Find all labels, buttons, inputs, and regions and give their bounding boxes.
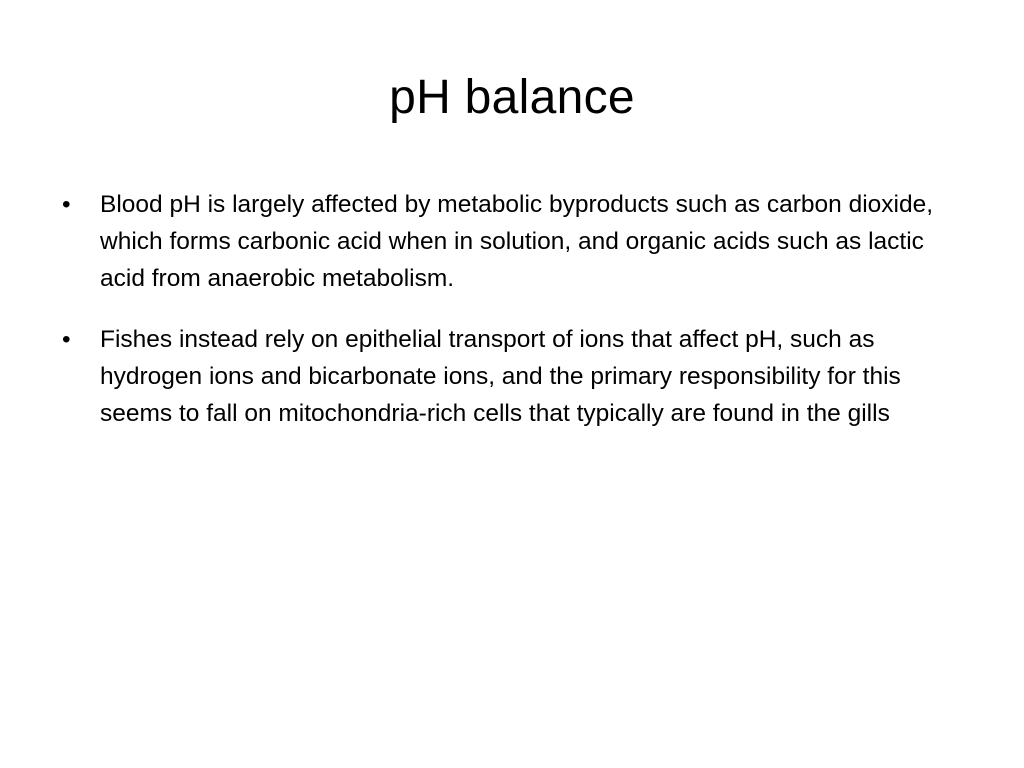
bullet-text: Fishes instead rely on epithelial transport of ions that affect pH, such as hydrogen ions and bicarbonate ions, and the primary responsibility for this seems to fall on mitochondria-rich cells that typically are found in the gills [100,326,901,427]
bullet-text: Blood pH is largely affected by metabolic byproducts such as carbon dioxide, which forms carbonic acid when in solution, and organic acids such as lactic acid from anaerobic metabolism. [100,191,934,292]
bullet-dot-icon: • [62,191,71,218]
bullet-list [62,186,972,456]
bullet-item [62,321,972,432]
bullet-item [62,186,972,297]
bullet-dot-icon: • [62,326,71,353]
slide-title: pH balance [389,71,635,124]
